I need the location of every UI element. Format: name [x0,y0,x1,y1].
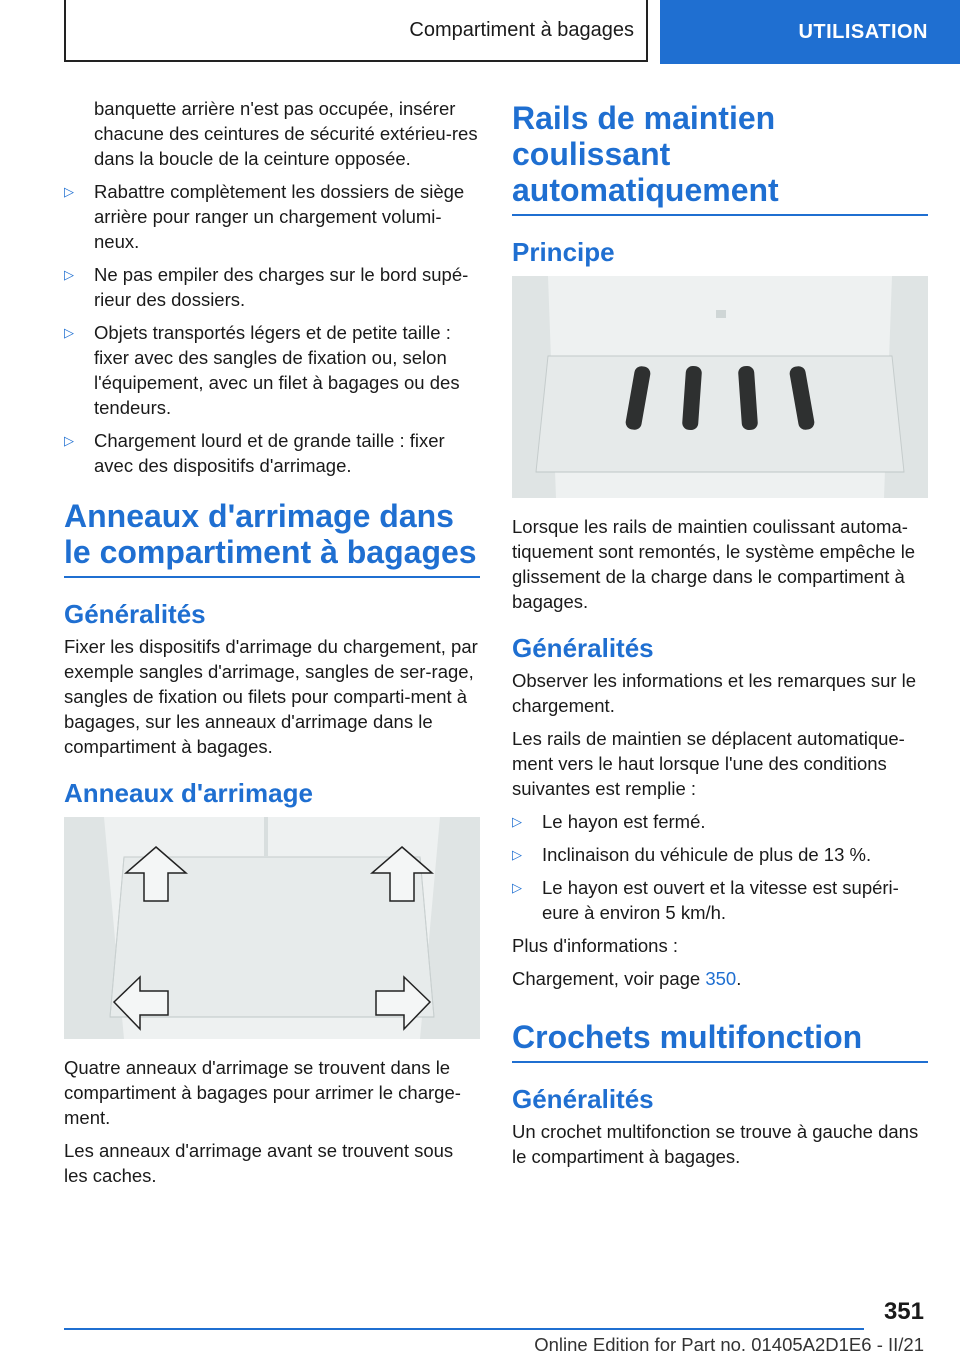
list-item: ▷ Rabattre complètement les dossiers de siège arrière pour ranger un chargement volumi‐neux. [64,181,465,252]
subheading-general: Généralités [512,633,654,663]
bullet-icon: ▷ [512,814,522,829]
header-chapter[interactable] [660,0,960,64]
bullet-icon: ▷ [64,433,74,448]
principle-paragraph: Lorsque les rails de maintien coulissant automa‐tiquement sont remontés, le système empêche le glissement de la charge dans le compartiment à bagages. [512,516,916,612]
heading-retaining-rails: Rails de maintien coulissant automatiquement [512,100,928,216]
heading-lashing-rings: Anneaux d'arrimage dans le compartiment à bagages [64,498,480,578]
subheading-general: Généralités [64,599,206,629]
conditions-list [512,809,928,925]
bullet-icon: ▷ [64,184,74,199]
hooks-paragraph: Un crochet multifonction se trouve à gauche dans le compartiment à bagages. [512,1121,919,1167]
list-item: ▷ Chargement lourd et de grande taille : fixer avec des dispositifs d'arrimage. [64,430,445,476]
intro-paragraph: banquette arrière n'est pas occupée, insérer chacune des ceintures de sécurité extérieu‐res dans la boucle de la ceinture opposée. [94,98,478,169]
bullet-icon: ▷ [512,880,522,895]
left-column [64,96,480,1196]
list-item: ▷ Objets transportés légers et de petite taille : fixer avec des sangles de fixation ou, selon l'équipement, avec un filet à bagages ou des tendeurs. [64,322,460,418]
general-paragraph-1: Observer les informations et les remarques sur le chargement. [512,670,917,716]
right-column [512,96,928,1177]
header-chapter-label: UTILISATION [798,20,928,43]
general-paragraph-2: Les rails de maintien se déplacent automatique‐ment vers le haut lorsque l'une des conditions suivantes est remplie : [512,728,905,799]
bullet-icon: ▷ [64,267,74,282]
page-number: 351 [883,1298,924,1325]
list-item: ▷ Le hayon est ouvert et la vitesse est supéri‐eure à environ 5 km/h. [512,877,899,923]
general-paragraph: Fixer les dispositifs d'arrimage du chargement, par exemple sangles d'arrimage, sangles de ser‐rage, sangles de fixation ou filets pour comparti‐ment à bagages, sur les anneaux d'arrimage dans le compartiment à bagages. [64,636,478,757]
bullet-icon: ▷ [64,325,74,340]
loading-tips-list [64,179,480,478]
subheading-lashing-rings: Anneaux d'arrimage [64,778,313,808]
footer-divider [64,1328,864,1330]
header-section-title: Compartiment à bagages [409,18,634,41]
header-section [64,0,648,62]
list-item: ▷ Ne pas empiler des charges sur le bord supé‐rieur des dossiers. [64,264,469,310]
cross-reference: Chargement, voir page 350. [512,968,742,989]
heading-multifunction-hooks: Crochets multifonction [512,1019,928,1063]
footer-edition: Online Edition for Part no. 01405A2D1E6 - II/21 [534,1334,924,1355]
subheading-principle: Principe [512,237,615,267]
subheading-general: Généralités [512,1084,654,1114]
page-link[interactable]: 350 [705,968,737,989]
lashing-rings-illustration [64,817,480,1039]
rings-paragraph-2: Les anneaux d'arrimage avant se trouvent sous les caches. [64,1140,454,1186]
list-item: ▷ Le hayon est fermé. [512,811,706,832]
more-info-label: Plus d'informations : [512,935,678,956]
list-item: ▷ Inclinaison du véhicule de plus de 13 %. [512,844,872,865]
rings-paragraph-1: Quatre anneaux d'arrimage se trouvent dans le compartiment à bagages pour arrimer le charge‐ment. [64,1057,461,1128]
bullet-icon: ▷ [512,847,522,862]
retaining-rails-illustration [512,276,928,498]
